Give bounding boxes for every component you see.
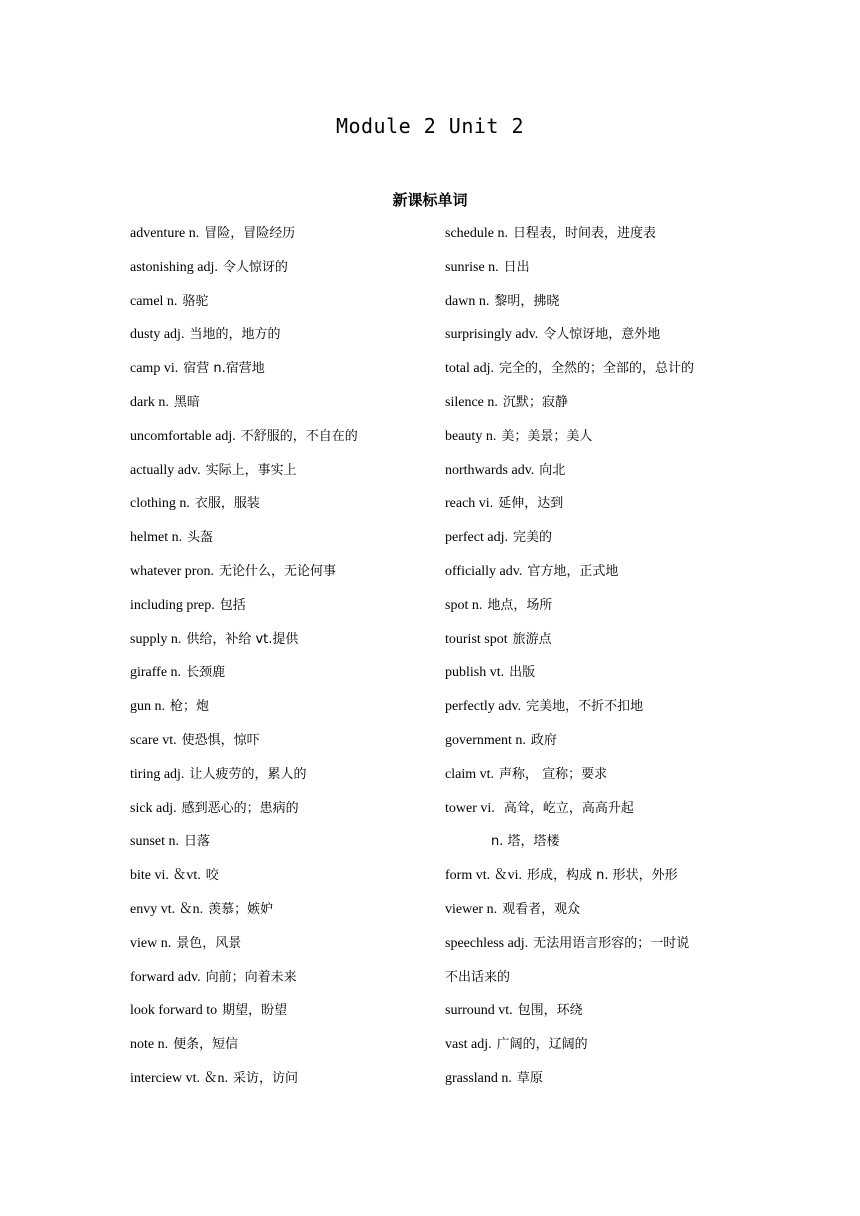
- vocab-entry: [445, 831, 745, 865]
- vocab-meaning: 政府: [530, 732, 557, 748]
- vocab-word: gun n.: [130, 699, 165, 715]
- vocab-entry: [445, 1068, 745, 1102]
- vocab-word: schedule n.: [445, 226, 508, 241]
- vocab-meaning: 沉默；寂静: [502, 394, 568, 410]
- vocab-entry: [130, 493, 430, 527]
- vocab-word: helmet n.: [130, 530, 183, 546]
- vocab-meaning: 感到恶心的；患病的: [181, 800, 299, 816]
- vocab-entry: [130, 933, 430, 967]
- vocab-meaning: 当地的，地方的: [189, 327, 281, 343]
- vocab-entry: [130, 460, 430, 494]
- vocab-entry: [445, 865, 745, 899]
- vocab-meaning: 宿营 n.宿营地: [183, 361, 265, 377]
- vocab-word: viewer n.: [445, 901, 498, 917]
- vocab-word: note n.: [130, 1037, 169, 1053]
- vocab-entry: [130, 865, 430, 899]
- vocab-word: sunset n.: [130, 834, 179, 850]
- vocab-word: officially adv.: [445, 563, 523, 579]
- vocab-entry: [445, 392, 745, 426]
- vocab-entry: [130, 662, 430, 696]
- vocab-entry: [130, 899, 430, 933]
- vocab-meaning: 旅游点: [512, 631, 552, 647]
- vocab-entry: [445, 798, 745, 832]
- vocab-word: view n.: [130, 935, 172, 951]
- vocab-word: surround vt.: [445, 1003, 513, 1019]
- vocab-word: tiring adj.: [130, 766, 185, 782]
- vocab-entry: [130, 730, 430, 764]
- vocab-word: look forward to: [130, 1003, 218, 1019]
- vocab-entry: [130, 764, 430, 798]
- vocab-meaning: 日落: [184, 834, 211, 850]
- vocab-entry: [130, 257, 430, 291]
- vocab-word: reach vi.: [445, 496, 494, 512]
- vocab-entry: [130, 1068, 430, 1102]
- vocabulary-right-column: [445, 223, 745, 1102]
- vocab-meaning: 不出话来的: [445, 969, 511, 985]
- vocab-entry: [445, 426, 745, 460]
- vocab-meaning: 出版: [509, 665, 536, 681]
- vocab-entry: [445, 527, 745, 561]
- vocab-meaning: 令人惊讶的: [222, 259, 288, 275]
- vocab-meaning: 让人疲劳的，累人的: [189, 766, 307, 782]
- vocab-word: northwards adv.: [445, 462, 535, 478]
- vocab-word: dark n.: [130, 394, 169, 410]
- vocab-word: vast adj.: [445, 1037, 492, 1053]
- vocab-entry: [130, 527, 430, 561]
- vocab-meaning: 完美地，不折不扣地: [526, 699, 644, 715]
- vocab-word: dawn n.: [445, 293, 490, 309]
- vocab-word: sick adj.: [130, 800, 177, 816]
- vocab-entry: [445, 899, 745, 933]
- vocab-word: sunrise n.: [445, 259, 499, 275]
- vocab-word: actually adv.: [130, 462, 201, 478]
- vocab-word: grassland n.: [445, 1070, 512, 1086]
- vocab-entry: [130, 1000, 430, 1034]
- vocab-meaning: 长颈鹿: [186, 665, 226, 681]
- page-title: Module 2 Unit 2: [335, 114, 525, 138]
- vocab-meaning: 延伸，达到: [498, 496, 564, 512]
- vocab-entry: [130, 358, 430, 392]
- vocab-entry: [445, 324, 745, 358]
- vocab-word: camp vi.: [130, 361, 179, 377]
- vocab-meaning: 不舒服的，不自在的: [240, 428, 358, 444]
- vocab-meaning: 美；美景；美人: [501, 428, 593, 444]
- vocab-meaning: 官方地，正式地: [527, 563, 619, 579]
- vocab-entry: [445, 595, 745, 629]
- vocab-meaning: 向前；向着未来: [205, 969, 297, 985]
- vocab-meaning: 供给，补给 vt.提供: [186, 631, 299, 647]
- vocab-entry: [445, 967, 745, 1001]
- vocab-meaning: 衣服，服装: [194, 496, 260, 512]
- vocab-meaning: 黎明，拂晓: [494, 293, 560, 309]
- section-heading: 新课标单词: [392, 191, 468, 209]
- vocab-meaning: 使恐惧，惊吓: [181, 732, 260, 748]
- vocab-word: tower vi.: [445, 800, 495, 816]
- vocab-meaning: 令人惊讶地，意外地: [543, 327, 661, 343]
- vocab-meaning: 完全的，全然的；全部的，总计的: [499, 361, 695, 377]
- vocab-word: forward adv.: [130, 969, 201, 985]
- vocab-entry: [130, 831, 430, 865]
- vocab-meaning: 草原: [516, 1070, 543, 1086]
- vocab-entry: [130, 291, 430, 325]
- vocab-word: perfectly adv.: [445, 699, 522, 715]
- vocab-entry: [445, 629, 745, 663]
- vocab-entry: [445, 662, 745, 696]
- vocab-meaning: 日程表，时间表，进度表: [512, 226, 656, 241]
- vocab-entry: [130, 324, 430, 358]
- vocab-entry: [130, 696, 430, 730]
- vocab-meaning: 完美的: [512, 530, 552, 546]
- vocabulary-left-column: [130, 223, 430, 1102]
- vocab-word: claim vt.: [445, 766, 494, 782]
- vocab-entry: [445, 561, 745, 595]
- vocab-word: silence n.: [445, 394, 498, 410]
- vocab-word: uncomfortable adj.: [130, 428, 236, 444]
- vocab-word: form vt. ＆vi.: [445, 868, 522, 884]
- vocab-entry: [445, 1034, 745, 1068]
- vocab-word: envy vt. ＆n.: [130, 901, 204, 917]
- vocab-entry: [130, 392, 430, 426]
- vocab-meaning: 无论什么，无论何事: [218, 563, 336, 579]
- vocab-meaning: 景色，风景: [176, 935, 242, 951]
- vocab-word: government n.: [445, 732, 526, 748]
- vocab-word: bite vi. ＆vt.: [130, 868, 201, 884]
- vocab-word: astonishing adj.: [130, 259, 218, 275]
- vocab-word: interciew vt. ＆n.: [130, 1070, 228, 1086]
- vocab-entry: [130, 561, 430, 595]
- vocab-meaning: 枪；炮: [170, 699, 210, 715]
- vocab-entry: [445, 1000, 745, 1034]
- vocab-word: whatever pron.: [130, 563, 214, 579]
- vocab-entry: [130, 1034, 430, 1068]
- vocab-word: publish vt.: [445, 665, 505, 681]
- vocab-entry: [445, 730, 745, 764]
- vocab-meaning: 高耸，屹立，高高升起: [499, 800, 634, 816]
- vocab-entry: [445, 291, 745, 325]
- vocab-entry: [445, 358, 745, 392]
- vocab-entry: [130, 629, 430, 663]
- vocab-meaning: 包括: [219, 597, 246, 613]
- vocab-entry: [130, 967, 430, 1001]
- vocab-word: scare vt.: [130, 732, 177, 748]
- vocab-meaning: 无法用语言形容的；一时说: [533, 935, 690, 951]
- vocab-word: speechless adj.: [445, 935, 529, 951]
- vocab-meaning: n. 塔，塔楼: [491, 834, 560, 850]
- vocab-meaning: 期望，盼望: [222, 1003, 288, 1019]
- vocab-meaning: 日出: [503, 259, 530, 275]
- vocab-entry: [445, 493, 745, 527]
- vocab-meaning: 便条，短信: [173, 1037, 239, 1053]
- vocab-word: total adj.: [445, 361, 494, 377]
- vocab-word: surprisingly adv.: [445, 327, 539, 343]
- vocab-word: clothing n.: [130, 496, 190, 512]
- vocab-entry: [445, 933, 745, 967]
- vocab-entry: [130, 595, 430, 629]
- vocab-meaning: 包围，环绕: [517, 1003, 583, 1019]
- vocab-word: giraffe n.: [130, 665, 182, 681]
- vocab-entry: [130, 426, 430, 460]
- vocab-word: spot n.: [445, 597, 483, 613]
- vocab-word: tourist spot: [445, 631, 508, 647]
- vocab-meaning: 羡慕；嫉妒: [208, 901, 274, 917]
- vocab-word: camel n.: [130, 293, 178, 309]
- vocab-word: including prep.: [130, 597, 215, 613]
- vocab-word: adventure n.: [130, 226, 200, 241]
- vocab-meaning: 广阔的，辽阔的: [496, 1037, 588, 1053]
- vocab-meaning: 形成，构成 n. 形状，外形: [527, 868, 678, 884]
- vocab-meaning: 头盔: [187, 530, 214, 546]
- vocab-meaning: 实际上，事实上: [205, 462, 297, 478]
- vocab-entry: [445, 460, 745, 494]
- vocab-meaning: 黑暗: [173, 394, 200, 410]
- vocab-entry: [445, 696, 745, 730]
- vocab-meaning: 声称， 宣称；要求: [499, 766, 608, 782]
- vocab-meaning: 地点，场所: [487, 597, 553, 613]
- vocab-entry: [445, 764, 745, 798]
- vocab-meaning: 咬: [205, 868, 219, 884]
- vocab-word: dusty adj.: [130, 327, 185, 343]
- vocab-word: supply n.: [130, 631, 182, 647]
- vocab-meaning: 冒险，冒险经历: [204, 226, 296, 241]
- vocab-entry: [445, 223, 745, 257]
- vocab-meaning: 采访，访问: [232, 1070, 298, 1086]
- vocab-entry: [445, 257, 745, 291]
- vocab-meaning: 观看者，观众: [502, 901, 581, 917]
- vocab-meaning: 骆驼: [182, 293, 209, 309]
- vocab-entry: [130, 223, 430, 257]
- vocab-word: perfect adj.: [445, 530, 508, 546]
- vocab-word: beauty n.: [445, 428, 497, 444]
- vocab-meaning: 向北: [539, 462, 566, 478]
- vocab-entry: [130, 798, 430, 832]
